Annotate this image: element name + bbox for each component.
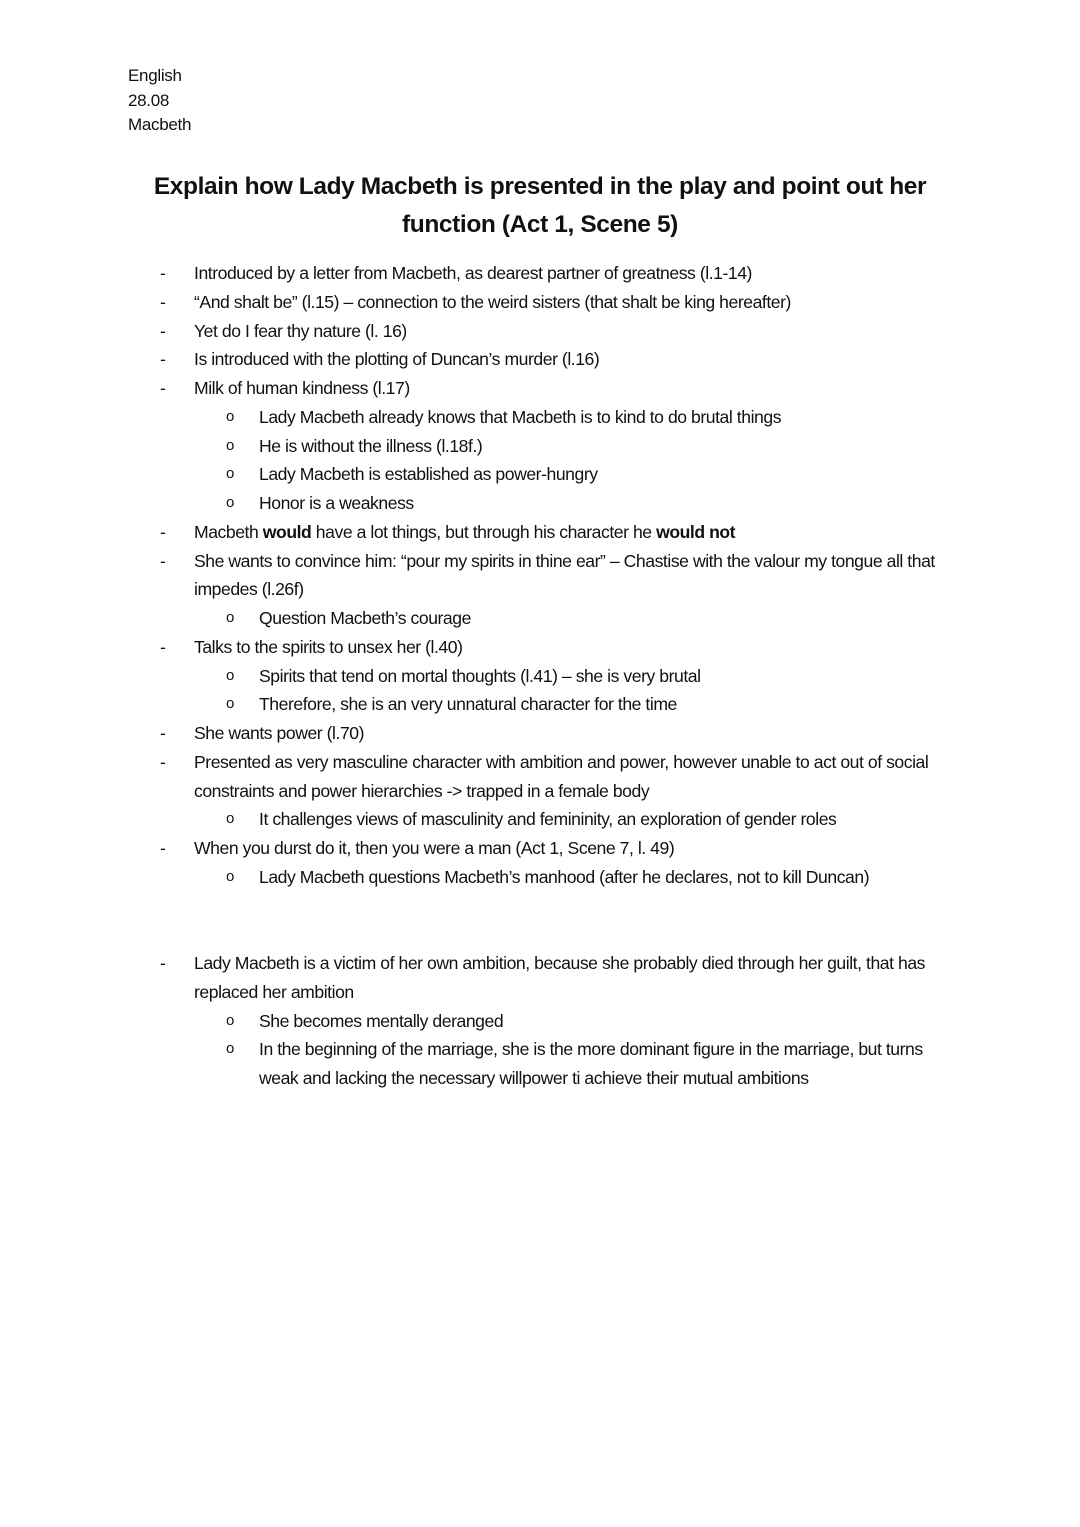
text-segment: Macbeth <box>194 521 263 542</box>
list-item <box>0 374 946 403</box>
page-title: Explain how Lady Macbeth is presented in the play and point out her function (Act 1, Scene 5) <box>153 173 927 238</box>
sub-list-item-text: Question Macbeth’s courage <box>259 608 471 628</box>
sub-list-item <box>0 460 946 489</box>
circle-bullet-icon: o <box>226 407 234 425</box>
list-item-text: “And shalt be” (l.15) – connection to the weird sisters (that shalt be king hereafter) <box>194 291 791 312</box>
list-item-text <box>194 522 735 542</box>
circle-bullet-icon: o <box>226 867 234 885</box>
dash-marker: - <box>160 320 166 341</box>
sub-list-item <box>0 863 946 892</box>
sub-list-item <box>0 489 946 518</box>
list-item <box>0 288 946 317</box>
document-header <box>128 64 191 138</box>
dash-marker: - <box>160 378 166 398</box>
list-item-text: She wants power (l.70) <box>194 723 365 743</box>
circle-bullet-icon: o <box>226 1011 234 1029</box>
list-item-text: When you durst do it, then you were a man (Act 1, Scene 7, l. 49) <box>194 838 675 858</box>
list-item-text: Is introduced with the plotting of Duncan’s murder (l.16) <box>194 349 600 370</box>
list-item <box>0 518 946 547</box>
circle-bullet-icon: o <box>226 609 234 626</box>
list-item <box>0 317 946 346</box>
sub-list-item <box>0 662 946 691</box>
dash-marker: - <box>160 636 166 657</box>
list-item <box>0 834 946 863</box>
text-segment: have a lot things, but through his character he <box>311 521 657 542</box>
sub-list-item <box>0 432 946 461</box>
sub-list-item-text: Lady Macbeth is established as power-hungry <box>259 464 598 485</box>
sub-list-item-text: Lady Macbeth already knows that Macbeth is to kind to do brutal things <box>259 406 782 427</box>
circle-bullet-icon: o <box>226 436 234 454</box>
bold-text: would <box>262 521 312 542</box>
list-item <box>0 259 946 288</box>
topic-label: Macbeth <box>128 115 192 134</box>
list-item-text: Yet do I fear thy nature (l. 16) <box>194 320 407 341</box>
list-item-text: Lady Macbeth is a victim of her own ambition, because she probably died through her guilt, that has replaced her ambition <box>194 953 926 1002</box>
dash-marker: - <box>160 521 166 542</box>
circle-bullet-icon: o <box>226 810 234 828</box>
sub-list-item-text: She becomes mentally deranged <box>259 1010 504 1031</box>
sub-list-item <box>0 690 946 719</box>
dash-marker: - <box>160 838 166 858</box>
list-item <box>0 345 946 374</box>
sub-list-item-text: Therefore, she is an very unnatural character for the time <box>259 694 677 715</box>
sub-list-item-text: Spirits that tend on mortal thoughts (l.41) – she is very brutal <box>259 665 701 686</box>
list-item <box>0 633 946 662</box>
sub-list-item-text: Honor is a weakness <box>259 493 414 513</box>
sub-list-item-text: He is without the illness (l.18f.) <box>259 435 483 456</box>
list-item <box>0 748 946 806</box>
circle-bullet-icon: o <box>226 465 234 483</box>
dash-marker: - <box>160 349 166 370</box>
list-item-text: She wants to convince him: “pour my spirits in thine ear” – Chastise with the valour my tongue all that impedes (l.26f) <box>194 550 935 600</box>
date-label: 28.08 <box>128 90 170 110</box>
sub-list-item <box>0 1035 946 1093</box>
dash-marker: - <box>160 751 166 772</box>
bold-text: would not <box>656 521 736 542</box>
list-item-text: Talks to the spirits to unsex her (l.40) <box>194 636 463 657</box>
notes-list <box>0 259 1080 1093</box>
sub-list-item <box>0 403 946 432</box>
sub-list-item <box>0 604 946 633</box>
dash-marker: - <box>160 723 166 743</box>
dash-marker: - <box>160 291 166 312</box>
circle-bullet-icon: o <box>226 494 234 511</box>
sub-list-item-text: Lady Macbeth questions Macbeth’s manhood (after he declares, not to kill Duncan) <box>259 866 870 887</box>
blank-space <box>0 892 1080 950</box>
dash-marker: - <box>160 263 166 283</box>
list-item-text: Milk of human kindness (l.17) <box>194 378 410 398</box>
dash-marker: - <box>160 953 166 973</box>
subject-label: English <box>128 66 182 85</box>
list-item <box>0 547 946 605</box>
sub-list-item <box>0 1007 946 1036</box>
dash-marker: - <box>160 550 166 571</box>
sub-list-item-text: It challenges views of masculinity and femininity, an exploration of gender roles <box>259 809 837 830</box>
sub-list-item-text: In the beginning of the marriage, she is the more dominant figure in the marriage, but turns weak and lacking the necessary willpower ti achieve their mutual ambitions <box>259 1039 923 1088</box>
list-item <box>0 719 946 748</box>
circle-bullet-icon: o <box>226 666 234 684</box>
list-item-text: Presented as very masculine character with ambition and power, however unable to act out of social constraints and power hierarchies -> trapped in a female body <box>194 751 929 801</box>
list-item <box>0 949 946 1007</box>
sub-list-item <box>0 805 946 834</box>
circle-bullet-icon: o <box>226 1040 234 1058</box>
list-item-text: Introduced by a letter from Macbeth, as dearest partner of greatness (l.1-14) <box>194 263 752 283</box>
circle-bullet-icon: o <box>226 695 234 713</box>
